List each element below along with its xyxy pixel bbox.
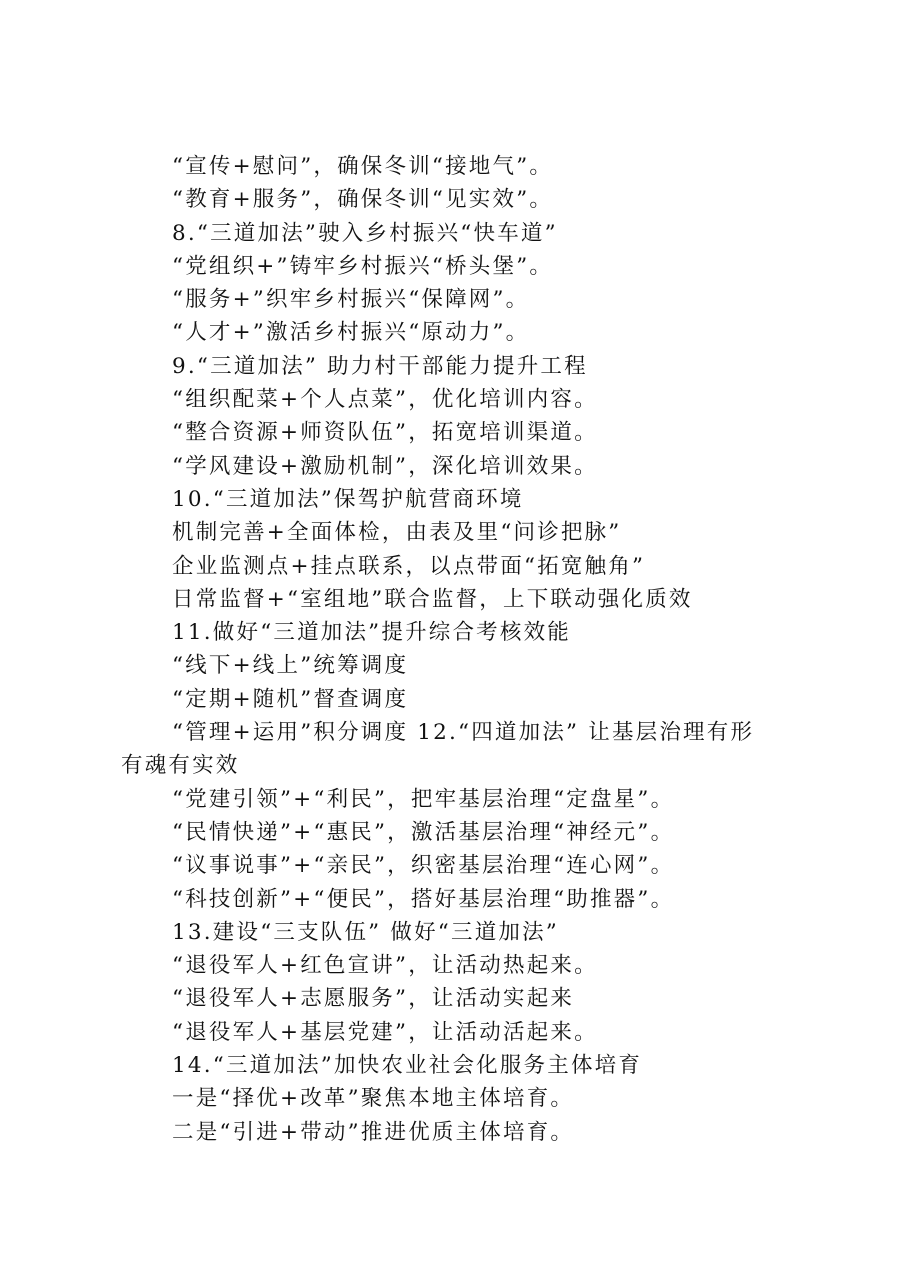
text-line: “组织配菜+个人点菜”，优化培训内容。 <box>172 387 598 413</box>
text-line: “退役军人+红色宣讲”，让活动热起来。 <box>172 953 598 979</box>
text-line: “退役军人+志愿服务”，让活动实起来 <box>172 986 575 1012</box>
section-heading-8: 8.“三道加法”驶入乡村振兴“快车道” <box>172 220 558 246</box>
text-line: “人才+”激活乡村振兴“原动力”。 <box>172 320 530 346</box>
text-line: “定期+随机”督查调度 <box>172 686 409 712</box>
text-line: “党建引领”+“利民”，把牢基层治理“定盘星”。 <box>172 786 675 812</box>
text-line: “宣传+慰问”，确保冬训“接地气”。 <box>172 154 554 179</box>
text-line: “教育+服务”，确保冬训“见实效”。 <box>172 187 554 213</box>
text-line: 二是“引进+带动”推进优质主体培育。 <box>172 1119 575 1145</box>
text-line: 一是“择优+改革”聚焦本地主体培育。 <box>172 1086 575 1112</box>
text-line: “退役军人+基层党建”，让活动活起来。 <box>172 1019 598 1045</box>
section-heading-10: 10.“三道加法”保驾护航营商环境 <box>172 486 524 512</box>
text-line: 企业监测点+挂点联系，以点带面“拓宽触角” <box>172 553 646 579</box>
text-line: “整合资源+师资队伍”，拓宽培训渠道。 <box>172 420 598 446</box>
text-line: “民情快递”+“惠民”，激活基层治理“神经元”。 <box>172 819 675 845</box>
text-line: “议事说事”+“亲民”，织密基层治理“连心网”。 <box>172 853 675 879</box>
text-line: 机制完善+全面体检，由表及里“问诊把脉” <box>172 520 622 546</box>
text-line: “党组织+”铸牢乡村振兴“桥头堡”。 <box>172 253 554 279</box>
text-line: “学风建设+激励机制”，深化培训效果。 <box>172 453 598 479</box>
section-heading-14: 14.“三道加法”加快农业社会化服务主体培育 <box>172 1053 643 1079</box>
section-heading-9: 9.“三道加法” 助力村干部能力提升工程 <box>172 353 588 379</box>
text-line: “科技创新”+“便民”，搭好基层治理“助推器”。 <box>172 886 675 912</box>
document-body <box>0 150 909 1149</box>
section-heading-11: 11.做好“三道加法”提升综合考核效能 <box>172 620 571 646</box>
text-line: “服务+”织牢乡村振兴“保障网”。 <box>172 287 530 313</box>
text-line: “线下+线上”统筹调度 <box>172 653 409 679</box>
section-heading-12: “管理+运用”积分调度 12.“四道加法” 让基层治理有形 <box>172 720 755 746</box>
text-line: 日常监督+“室组地”联合监督，上下联动强化质效 <box>172 586 693 612</box>
section-heading-13: 13.建设“三支队伍” 做好“三道加法” <box>172 919 559 945</box>
text-line-continuation: 有魂有实效 <box>121 753 240 779</box>
